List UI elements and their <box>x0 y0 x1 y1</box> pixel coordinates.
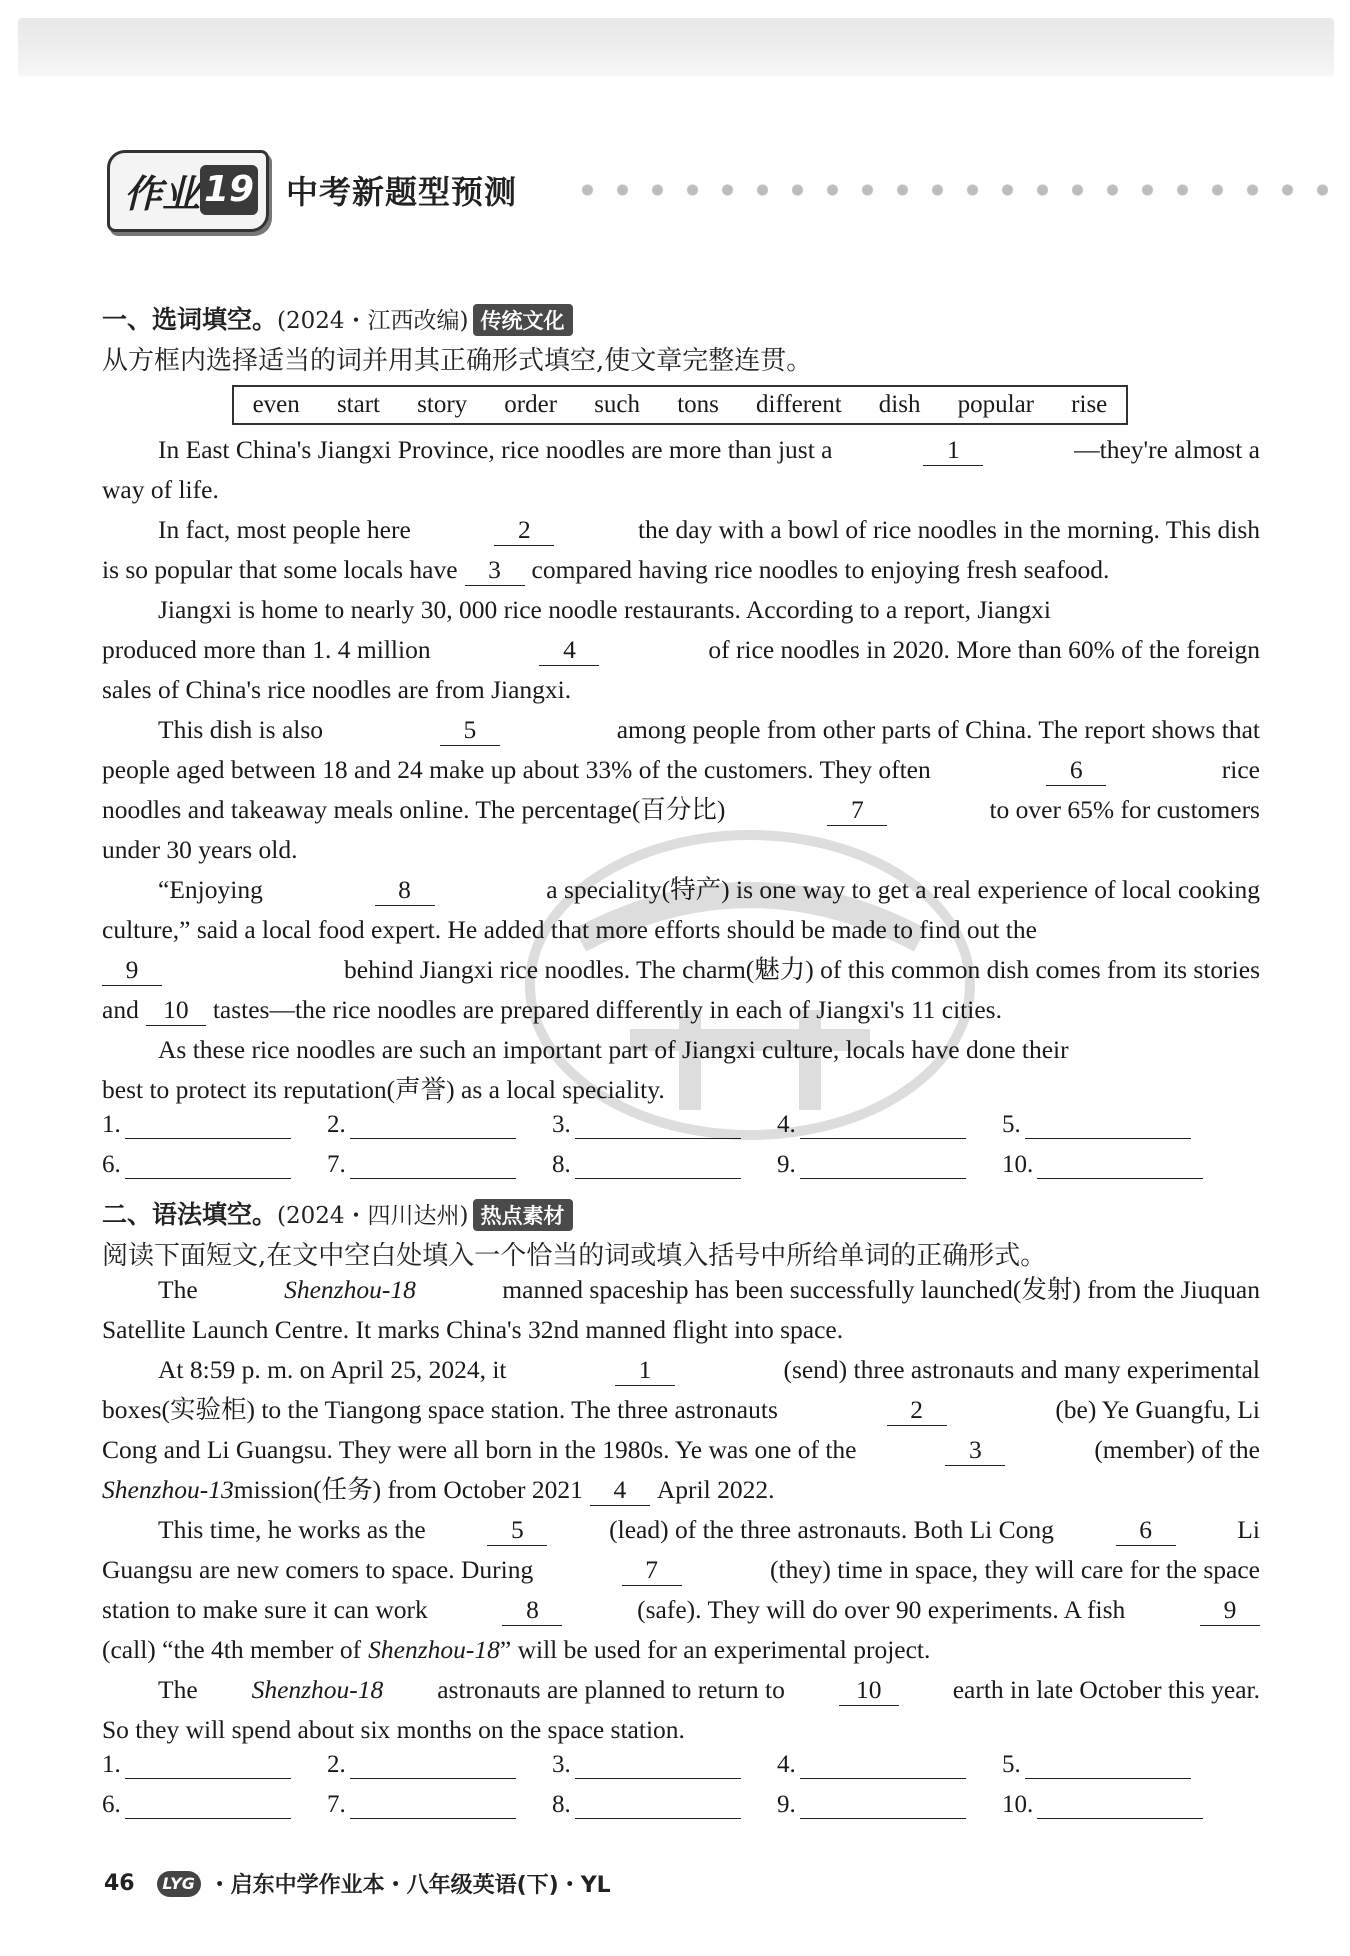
answer-line[interactable] <box>350 1750 516 1779</box>
passage-text: compared having rice noodles to enjoying fresh seafood. <box>531 555 1110 584</box>
numbered-blank[interactable]: 8 <box>375 875 435 906</box>
answer-row <box>102 1110 1260 1146</box>
passage-line <box>158 712 1260 748</box>
answer-slot <box>552 1750 741 1779</box>
word-bank-item: popular <box>957 391 1035 418</box>
answer-slot <box>1002 1790 1203 1819</box>
passage-text: produced more than 1. 4 million <box>102 635 431 664</box>
passage-text: In East China's Jiangxi Province, rice noodles are more than just a <box>158 435 833 464</box>
passage-line <box>102 1632 1260 1668</box>
passage-text: (lead) of the three astronauts. Both Li Cong <box>609 1515 1054 1544</box>
answer-line[interactable] <box>1037 1150 1203 1179</box>
answer-number: 6. <box>102 1151 121 1178</box>
homework-badge <box>107 150 269 232</box>
answer-line[interactable] <box>575 1150 741 1179</box>
passage-text: April 2022. <box>656 1475 775 1504</box>
page-number: 46 <box>104 1871 135 1896</box>
section2-instruction: 阅读下面短文,在文中空白处填入一个恰当的词或填入括号中所给单词的正确形式。 <box>102 1241 1047 1271</box>
answer-slot <box>777 1150 966 1179</box>
page-footer <box>104 1868 611 1899</box>
answer-number: 4. <box>777 1111 796 1138</box>
numbered-blank[interactable]: 10 <box>839 1675 899 1706</box>
numbered-blank[interactable]: 6 <box>1116 1515 1176 1546</box>
word-bank-item: dish <box>878 391 921 418</box>
answer-number: 9. <box>777 1791 796 1818</box>
passage-text: to over 65% for customers <box>989 795 1260 824</box>
answer-row <box>102 1790 1260 1826</box>
passage-line <box>102 752 1260 788</box>
answer-slot <box>552 1150 741 1179</box>
passage-text: tastes—the rice noodles are prepared differently in each of Jiangxi's 11 cities. <box>212 995 1002 1024</box>
passage-text: manned spaceship has been successfully launched(发射) from the Jiuquan <box>502 1275 1260 1304</box>
answer-line[interactable] <box>350 1150 516 1179</box>
spaceship-name: Shenzhou-18 <box>251 1675 384 1704</box>
answer-number: 7. <box>327 1791 346 1818</box>
passage-text: This time, he works as the <box>158 1515 426 1544</box>
answer-line[interactable] <box>800 1790 966 1819</box>
answer-line[interactable] <box>575 1750 741 1779</box>
section2-title: 二、语法填空。 <box>102 1200 278 1229</box>
passage-text: ” will be used for an experimental project. <box>499 1635 931 1664</box>
answer-line[interactable] <box>575 1790 741 1819</box>
section2-source: (2024・四川达州) <box>277 1203 469 1229</box>
answer-slot <box>327 1110 516 1139</box>
section1-instruction: 从方框内选择适当的词并用其正确形式填空,使文章完整连贯。 <box>102 346 813 376</box>
numbered-blank[interactable]: 1 <box>615 1355 675 1386</box>
numbered-blank[interactable]: 4 <box>539 635 599 666</box>
numbered-blank[interactable]: 8 <box>502 1595 562 1626</box>
answer-slot <box>102 1750 291 1779</box>
passage-text: boxes(实验柜) to the Tiangong space station. The three astronauts <box>102 1395 778 1424</box>
answer-row <box>102 1750 1260 1786</box>
header-dot-divider <box>570 183 1340 197</box>
passage-text: sales of China's rice noodles are from Jiangxi. <box>102 675 572 704</box>
passage-text: station to make sure it can work <box>102 1595 428 1624</box>
passage-line <box>102 1552 1260 1588</box>
passage-line <box>102 1432 1260 1468</box>
numbered-blank[interactable]: 9 <box>1200 1595 1260 1626</box>
word-bank-item: different <box>756 391 842 418</box>
passage-line <box>158 872 1260 908</box>
passage-text: Li <box>1237 1515 1260 1544</box>
passage-line <box>102 1592 1260 1628</box>
answer-slot <box>1002 1750 1191 1779</box>
section2-heading <box>102 1195 573 1231</box>
passage-text: noodles and takeaway meals online. The percentage(百分比) <box>102 795 726 824</box>
passage-text: the day with a bowl of rice noodles in the morning. This dish <box>637 515 1260 544</box>
answer-line[interactable] <box>800 1750 966 1779</box>
passage-text: astronauts are planned to return to <box>437 1675 785 1704</box>
passage-text: of rice noodles in 2020. More than 60% of the foreign <box>708 635 1260 664</box>
numbered-blank[interactable]: 4 <box>590 1475 650 1506</box>
passage-text: As these rice noodles are such an important part of Jiangxi culture, locals have done their <box>158 1035 1069 1064</box>
passage-text: way of life. <box>102 475 219 504</box>
numbered-blank[interactable]: 3 <box>465 555 525 586</box>
passage-text: a speciality(特产) is one way to get a real experience of local cooking <box>546 875 1260 904</box>
passage-text: rice <box>1221 755 1260 784</box>
answer-number: 2. <box>327 1111 346 1138</box>
passage-line <box>102 1072 1260 1108</box>
answer-number: 3. <box>552 1111 571 1138</box>
answer-line[interactable] <box>125 1790 291 1819</box>
passage-text: (call) “the 4th member of <box>102 1635 362 1664</box>
passage-line <box>158 1672 1260 1708</box>
series-badge: LYG <box>157 1871 201 1897</box>
passage-text: Satellite Launch Centre. It marks China's 32nd manned flight into space. <box>102 1315 844 1344</box>
answer-slot <box>327 1150 516 1179</box>
passage-text: Cong and Li Guangsu. They were all born in the 1980s. Ye was one of the <box>102 1435 857 1464</box>
answer-number: 9. <box>777 1151 796 1178</box>
numbered-blank[interactable]: 2 <box>887 1395 947 1426</box>
answer-number: 4. <box>777 1751 796 1778</box>
numbered-blank[interactable]: 2 <box>494 515 554 546</box>
passage-line <box>102 1392 1260 1428</box>
answer-number: 2. <box>327 1751 346 1778</box>
passage-line <box>102 1312 1260 1348</box>
numbered-blank[interactable]: 6 <box>1046 755 1106 786</box>
word-bank-item: rise <box>1071 391 1108 418</box>
word-bank-item: start <box>336 391 380 418</box>
answer-slot <box>102 1790 291 1819</box>
answer-slot <box>777 1790 966 1819</box>
passage-text: (send) three astronauts and many experimental <box>783 1355 1260 1384</box>
word-bank-item: tons <box>677 391 719 418</box>
spaceship-name: Shenzhou-18 <box>284 1275 416 1304</box>
answer-number: 10. <box>1002 1151 1034 1178</box>
passage-text: So they will spend about six months on the space station. <box>102 1715 685 1744</box>
passage-text: (safe). They will do over 90 experiments. A fish <box>637 1595 1126 1624</box>
section1-title: 一、选词填空。 <box>102 305 278 334</box>
answer-line[interactable] <box>1037 1790 1203 1819</box>
passage-text: “Enjoying <box>158 875 263 904</box>
passage-text: best to protect its reputation(声誉) as a local speciality. <box>102 1075 665 1104</box>
spaceship-name: Shenzhou-13 <box>102 1475 234 1504</box>
passage-line <box>102 832 1260 868</box>
answer-number: 5. <box>1002 1751 1021 1778</box>
answer-number: 7. <box>327 1151 346 1178</box>
answer-line[interactable] <box>800 1110 966 1139</box>
answer-number: 8. <box>552 1151 571 1178</box>
passage-line <box>102 672 1260 708</box>
answer-slot <box>102 1150 291 1179</box>
section1-heading <box>102 300 573 336</box>
passage-text: The <box>158 1275 198 1304</box>
passage-text: (be) Ye Guangfu, Li <box>1055 1395 1260 1424</box>
numbered-blank[interactable]: 7 <box>622 1555 682 1586</box>
section1-source: (2024・江西改编) <box>277 308 469 334</box>
word-bank-item: story <box>417 391 468 418</box>
passage-line <box>102 1472 1260 1508</box>
passage-text: (they) time in space, they will care for the space <box>770 1555 1260 1584</box>
numbered-blank[interactable]: 10 <box>146 995 206 1026</box>
passage-text: Guangsu are new comers to space. During <box>102 1555 534 1584</box>
answer-line[interactable] <box>350 1110 516 1139</box>
passage-line <box>158 1512 1260 1548</box>
badge-text: 作业 <box>124 172 201 216</box>
answer-slot <box>552 1790 741 1819</box>
section2-tag: 热点素材 <box>473 1199 573 1231</box>
answer-line[interactable] <box>125 1110 291 1139</box>
spaceship-name: Shenzhou-18 <box>368 1635 500 1664</box>
answer-number: 8. <box>552 1791 571 1818</box>
numbered-blank[interactable]: 5 <box>440 715 500 746</box>
word-bank-item: such <box>594 391 641 418</box>
answer-slot <box>1002 1110 1191 1139</box>
page-title: 中考新题型预测 <box>286 173 518 211</box>
answer-slot <box>777 1750 966 1779</box>
passage-text: people aged between 18 and 24 make up about 33% of the customers. They often <box>102 755 931 784</box>
numbered-blank[interactable]: 3 <box>945 1435 1005 1466</box>
passage-line <box>158 432 1260 468</box>
word-bank-box <box>232 385 1128 425</box>
answer-slot <box>327 1790 516 1819</box>
passage-text: (member) of the <box>1094 1435 1260 1464</box>
passage-text: earth in late October this year. <box>952 1675 1260 1704</box>
answer-line[interactable] <box>575 1110 741 1139</box>
word-bank-item: order <box>504 391 558 418</box>
numbered-blank[interactable]: 1 <box>923 435 983 466</box>
passage-line <box>158 512 1260 548</box>
answer-slot <box>327 1750 516 1779</box>
passage-text: In fact, most people here <box>158 515 411 544</box>
answer-slot <box>1002 1150 1203 1179</box>
answer-number: 1. <box>102 1111 121 1138</box>
passage-text: This dish is also <box>158 715 324 744</box>
answer-number: 3. <box>552 1751 571 1778</box>
passage-text: mission(任务) from October 2021 <box>233 1475 583 1504</box>
answer-slot <box>102 1110 291 1139</box>
answer-line[interactable] <box>350 1790 516 1819</box>
numbered-blank[interactable]: 9 <box>102 955 162 986</box>
answer-line[interactable] <box>125 1150 291 1179</box>
passage-line <box>102 552 1260 588</box>
book-title: ・启东中学作业本・八年级英语(下)・YL <box>208 1873 611 1898</box>
passage-line <box>102 792 1260 828</box>
passage-line <box>102 992 1260 1028</box>
passage-line <box>102 632 1260 668</box>
passage-line <box>158 592 1260 628</box>
passage-text: At 8:59 p. m. on April 25, 2024, it <box>158 1355 507 1384</box>
answer-number: 5. <box>1002 1111 1021 1138</box>
answer-slot <box>552 1110 741 1139</box>
answer-line[interactable] <box>1025 1750 1191 1779</box>
passage-text: Jiangxi is home to nearly 30, 000 rice noodle restaurants. According to a report, Jiangxi <box>158 595 1051 624</box>
passage-line <box>102 912 1260 948</box>
answer-number: 1. <box>102 1751 121 1778</box>
numbered-blank[interactable]: 5 <box>487 1515 547 1546</box>
badge-number: 19 <box>200 165 258 215</box>
answer-line[interactable] <box>125 1750 291 1779</box>
answer-number: 10. <box>1002 1791 1034 1818</box>
passage-line <box>158 1272 1260 1308</box>
answer-row <box>102 1150 1260 1186</box>
answer-line[interactable] <box>1025 1110 1191 1139</box>
passage-text: —they're almost a <box>1074 435 1260 464</box>
passage-text: and <box>102 995 139 1024</box>
passage-text: behind Jiangxi rice noodles. The charm(魅力) of this common dish comes from its stories <box>344 955 1260 984</box>
answer-slot <box>777 1110 966 1139</box>
passage-line <box>102 1712 1260 1748</box>
passage-text: The <box>158 1675 198 1704</box>
answer-line[interactable] <box>800 1150 966 1179</box>
passage-line <box>158 1032 1260 1068</box>
passage-text: under 30 years old. <box>102 835 298 864</box>
passage-text: is so popular that some locals have <box>102 555 458 584</box>
passage-text: culture,” said a local food expert. He added that more efforts should be made to find out the <box>102 915 1037 944</box>
passage-line <box>158 1352 1260 1388</box>
passage-text: among people from other parts of China. The report shows that <box>616 715 1260 744</box>
numbered-blank[interactable]: 7 <box>827 795 887 826</box>
word-bank-item: even <box>252 391 300 418</box>
section1-tag: 传统文化 <box>473 304 573 336</box>
passage-line <box>102 952 1260 988</box>
answer-number: 6. <box>102 1791 121 1818</box>
passage-line <box>102 472 1260 508</box>
